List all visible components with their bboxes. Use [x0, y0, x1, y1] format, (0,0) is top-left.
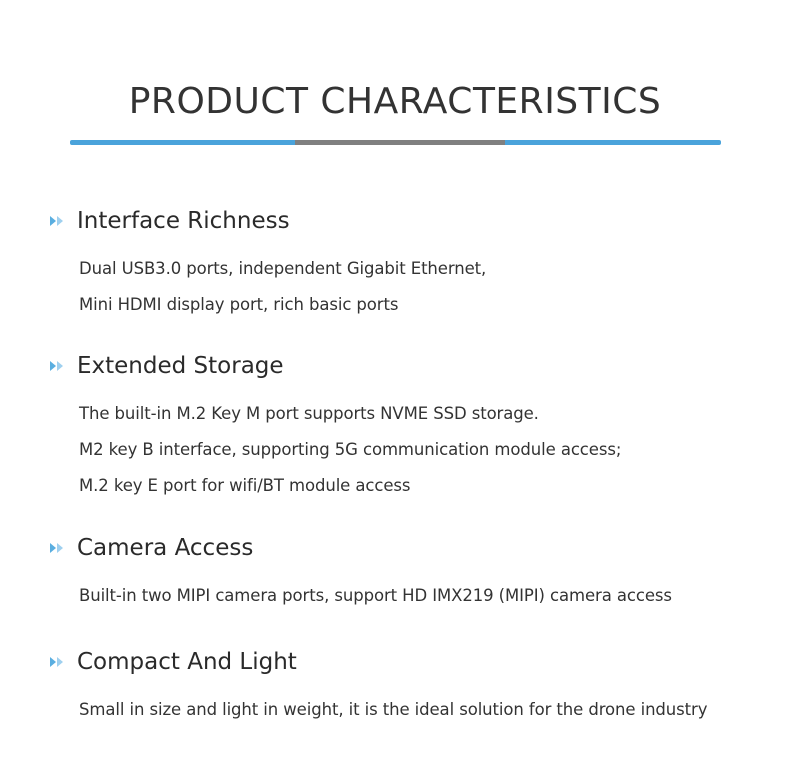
double-chevron-right-icon [50, 360, 64, 372]
feature-section-compact-and-light [50, 645, 750, 728]
double-chevron-right-icon [50, 656, 64, 668]
section-heading [50, 349, 750, 383]
divider-left-segment [70, 140, 295, 145]
section-title: Extended Storage [77, 353, 284, 379]
divider-right-segment [505, 140, 721, 145]
section-line: Mini HDMI display port, rich basic ports [79, 295, 399, 314]
section-body [79, 396, 750, 504]
section-body [79, 692, 750, 728]
section-title: Camera Access [77, 535, 254, 561]
section-heading [50, 531, 750, 565]
divider-middle-segment [295, 140, 505, 145]
page-title: PRODUCT CHARACTERISTICS [128, 81, 662, 122]
feature-section-camera-access [50, 531, 750, 614]
section-line: M.2 key E port for wifi/BT module access [79, 476, 411, 495]
section-body [79, 578, 750, 614]
section-line: M2 key B interface, supporting 5G communication module access; [79, 440, 622, 459]
section-line: The built-in M.2 Key M port supports NVME SSD storage. [79, 404, 539, 423]
section-line: Dual USB3.0 ports, independent Gigabit Ethernet, [79, 259, 487, 278]
double-chevron-right-icon [50, 542, 64, 554]
feature-section-interface-richness [50, 204, 750, 323]
section-heading [50, 204, 750, 238]
section-heading [50, 645, 750, 679]
section-title: Interface Richness [77, 208, 290, 234]
feature-section-extended-storage [50, 349, 750, 504]
title-divider [70, 140, 721, 145]
section-line: Small in size and light in weight, it is the ideal solution for the drone industry [79, 700, 708, 719]
section-title: Compact And Light [77, 649, 297, 675]
section-line: Built-in two MIPI camera ports, support HD IMX219 (MIPI) camera access [79, 586, 672, 605]
double-chevron-right-icon [50, 215, 64, 227]
section-body [79, 251, 750, 323]
